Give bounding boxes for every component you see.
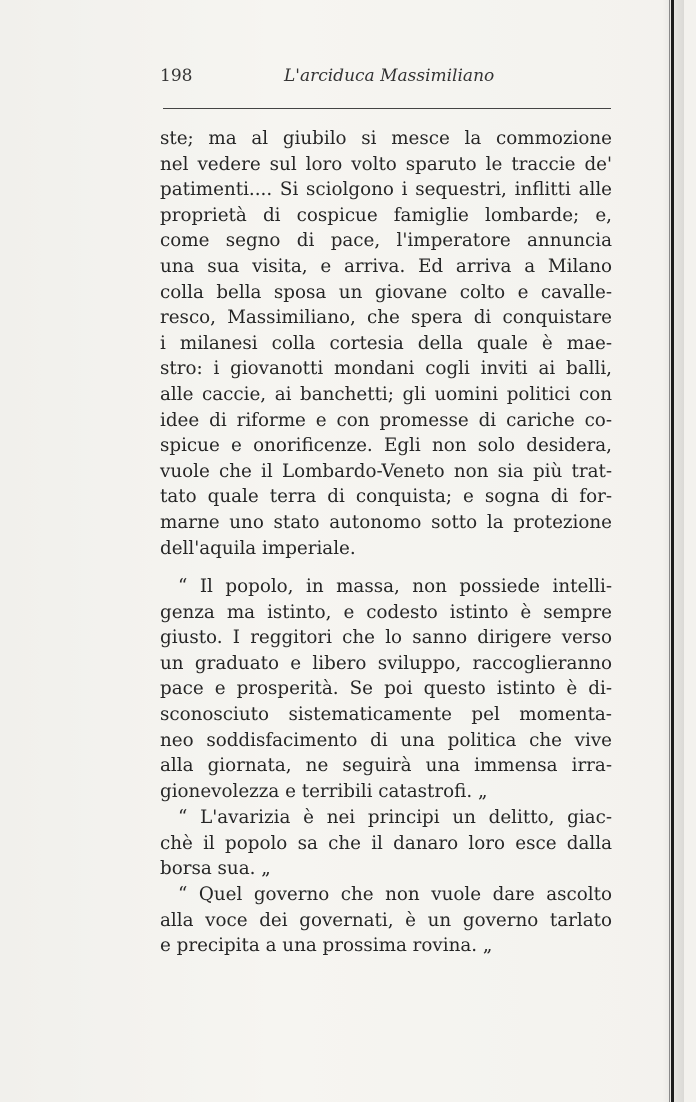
text-line: i milanesi colla cortesia della quale è mae-: [160, 332, 612, 354]
text-line: stro: i giovanotti mondani cogli inviti ai balli,: [160, 358, 612, 380]
text-line: proprietà di cospicue famiglie lombarde; e,: [160, 204, 612, 226]
text-line: alle caccie, ai banchetti; gli uomini politici con: [160, 383, 612, 405]
text-line: neo soddisfacimento di una politica che vive: [160, 729, 612, 751]
binding-edge: [671, 0, 674, 1102]
text-line: genza ma istinto, e codesto istinto è sempre: [160, 601, 612, 623]
text-line: una sua visita, e arriva. Ed arriva a Milano: [160, 255, 612, 277]
header-rule: [163, 108, 611, 109]
text-line: spicue e onorificenze. Egli non solo desidera,: [160, 435, 612, 457]
text-line: un graduato e libero sviluppo, raccoglieranno: [160, 652, 612, 674]
text-line: idee di riforme e con promesse di cariche co-: [160, 409, 612, 431]
text-line: giusto. I reggitori che lo sanno dirigere verso: [160, 627, 612, 649]
text-line: marne uno stato autonomo sotto la protezione: [160, 511, 612, 533]
text-line: tato quale terra di conquista; e sogna di for-: [160, 486, 612, 508]
text-line: ste; ma al giubilo si mesce la commozione: [160, 128, 612, 149]
running-head: [158, 66, 612, 94]
paragraph-1: [160, 126, 612, 561]
text-line: alla voce dei governati, è un governo tarlato: [160, 909, 612, 931]
text-line: borsa sua. „: [160, 858, 271, 880]
paragraph-2: [160, 574, 612, 804]
text-line: “ Quel governo che non vuole dare ascolto: [178, 884, 612, 905]
text-line: come segno di pace, l'imperatore annuncia: [160, 230, 612, 252]
text-line: gionevolezza e terribili catastrofi. „: [160, 780, 488, 802]
page-number: 198: [160, 66, 193, 86]
paragraph-4: [160, 882, 612, 959]
binding-edge-inner: [669, 0, 670, 1102]
text-line: nel vedere sul loro volto sparuto le traccie de': [160, 153, 612, 175]
text-line: patimenti.... Si sciolgono i sequestri, inflitti alle: [160, 179, 612, 201]
text-line: “ Il popolo, in massa, non possiede intelli-: [178, 576, 612, 597]
paragraph-3: [160, 805, 612, 882]
text-line: resco, Massimiliano, che spera di conquistare: [160, 307, 612, 329]
text-line: chè il popolo sa che il danaro loro esce dalla: [160, 832, 612, 854]
text-line: dell'aquila imperiale.: [160, 537, 356, 559]
text-line: pace e prosperità. Se poi questo istinto è di-: [160, 678, 612, 700]
text-line: “ L'avarizia è nei principi un delitto, giac-: [178, 807, 612, 828]
text-line: alla giornata, ne seguirà una immensa irra-: [160, 755, 612, 777]
text-line: vuole che il Lombardo-Veneto non sia più trat-: [160, 460, 612, 482]
text-line: sconosciuto sistematicamente pel momenta-: [160, 703, 612, 725]
text-line: e precipita a una prossima rovina. „: [160, 935, 493, 957]
running-title: L'arciduca Massimiliano: [284, 66, 495, 86]
text-line: colla bella sposa un giovane colto e cavalle-: [160, 281, 612, 303]
